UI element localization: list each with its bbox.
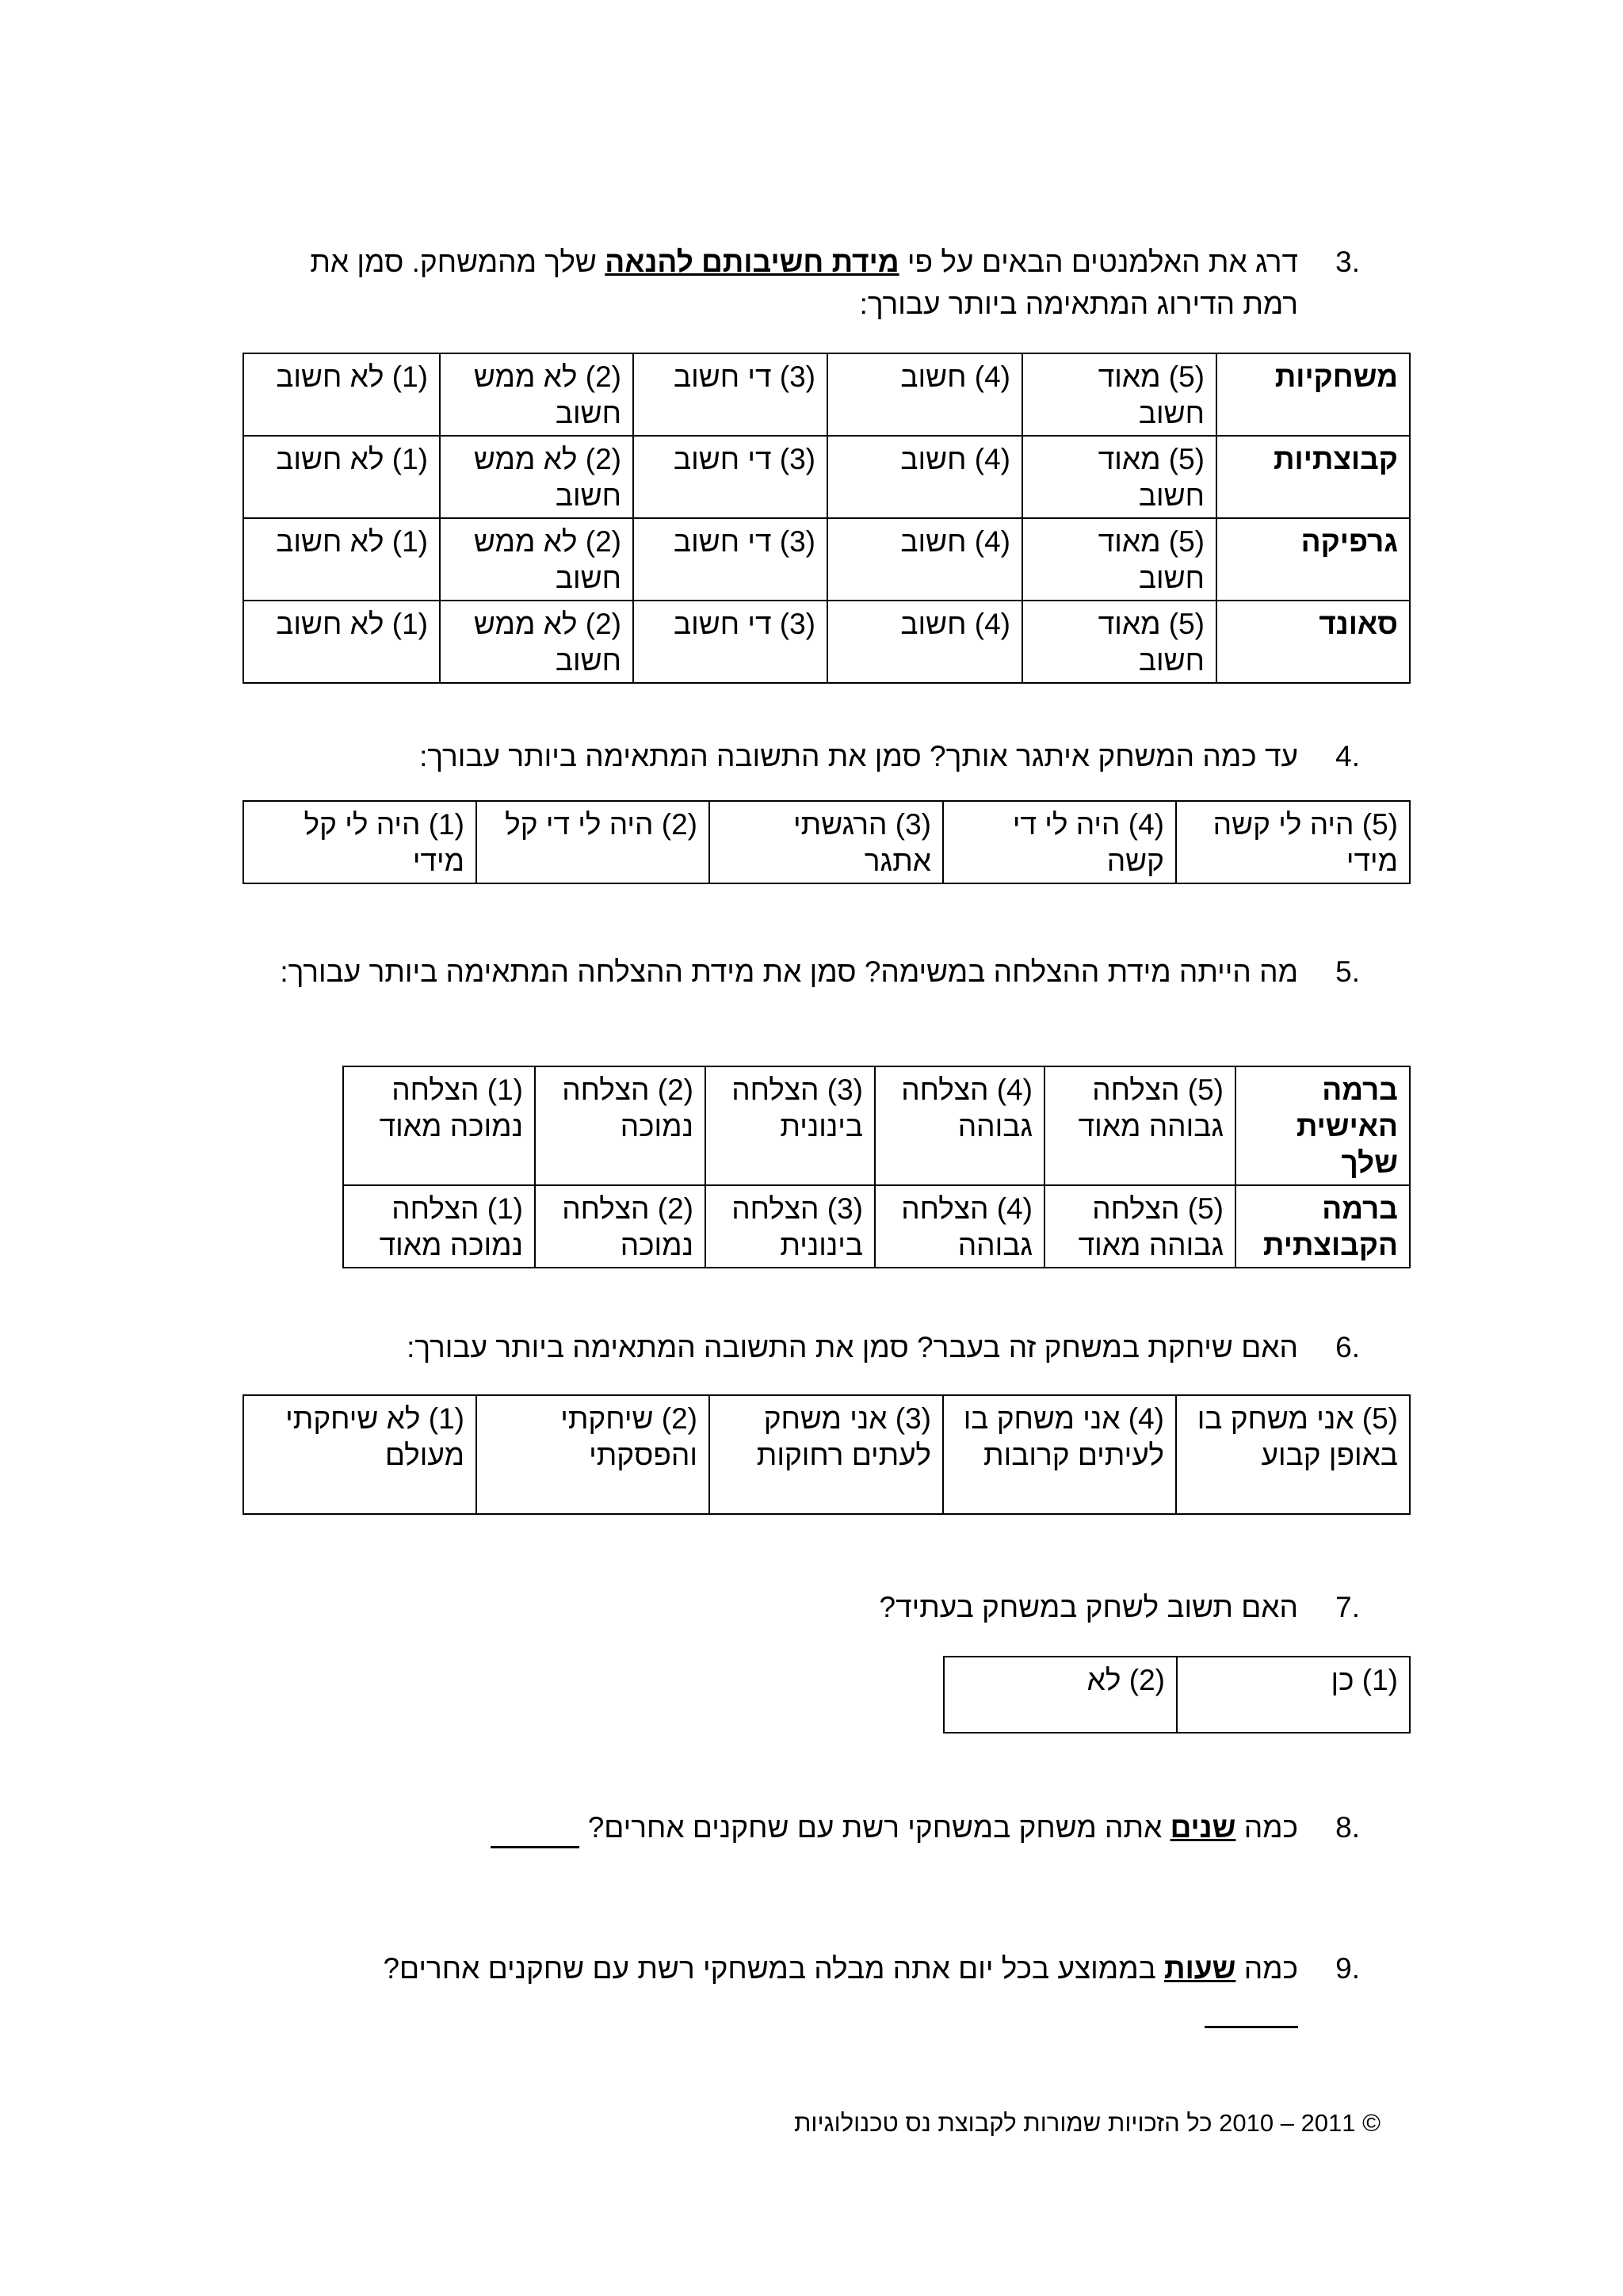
question-4 [252, 735, 1360, 777]
rating-option[interactable]: (1) הצלחה נמוכה מאוד [343, 1066, 535, 1185]
rating-option[interactable]: (3) הצלחה בינונית [705, 1185, 875, 1268]
table-row [343, 1185, 1410, 1268]
table-row [243, 1395, 1410, 1514]
rating-option[interactable]: (4) חשוב [827, 436, 1022, 518]
yes-option[interactable]: (1) כן [1177, 1657, 1410, 1733]
q4-challenge-table [242, 800, 1411, 884]
copyright-footer: © 2011 – 2010 כל הזכויות שמורות לקבוצת נס טכנולוגיות [794, 2109, 1381, 2137]
question-6-number: 6. [1335, 1331, 1360, 1363]
question-3-number: 3. [1335, 246, 1360, 278]
rating-option[interactable]: (2) לא ממש חשוב [440, 353, 633, 436]
question-3 [252, 241, 1360, 325]
table-row [243, 353, 1410, 436]
question-4-text: עד כמה המשחק איתגר אותך? סמן את התשובה המתאימה ביותר עבורך: [419, 740, 1298, 772]
rating-option[interactable]: (5) מאוד חשוב [1022, 353, 1216, 436]
rating-option[interactable]: (2) לא ממש חשוב [440, 518, 633, 601]
question-3-emphasis: מידת חשיבותם להנאה [605, 246, 899, 278]
rating-option[interactable]: (1) היה לי קל מידי [243, 801, 476, 883]
rating-option[interactable]: (1) לא שיחקתי מעולם [243, 1395, 476, 1514]
no-option[interactable]: (2) לא [944, 1657, 1177, 1733]
row-label: ברמה הקבוצתית [1235, 1185, 1410, 1268]
rating-option[interactable]: (5) מאוד חשוב [1022, 518, 1216, 601]
rating-option[interactable]: (2) הצלחה נמוכה [535, 1066, 705, 1185]
question-3-text [310, 246, 1298, 320]
question-5-text: מה הייתה מידת ההצלחה במשימה? סמן את מידת ההצלחה המתאימה ביותר עבורך: [280, 955, 1298, 988]
rating-option[interactable]: (4) היה לי די קשה [943, 801, 1176, 883]
question-9-text-after: בממוצע בכל יום אתה מבלה במשחקי רשת עם שחקנים אחרים? [383, 1952, 1165, 1985]
rating-option[interactable]: (2) לא ממש חשוב [440, 601, 633, 683]
question-9-emphasis: שעות [1164, 1952, 1236, 1985]
rating-option[interactable]: (2) שיחקתי והפסקתי [476, 1395, 709, 1514]
row-label: ברמה האישית שלך [1235, 1066, 1410, 1185]
rating-option[interactable]: (2) היה לי די קל [476, 801, 709, 883]
question-6 [252, 1326, 1360, 1368]
rating-option[interactable]: (4) הצלחה גבוהה [875, 1185, 1044, 1268]
rating-option[interactable]: (1) לא חשוב [243, 601, 440, 683]
question-8-text [491, 1811, 1298, 1844]
table-row [243, 518, 1410, 601]
q7-play-again-table [943, 1656, 1411, 1733]
rating-option[interactable]: (3) די חשוב [633, 353, 827, 436]
question-8-text-after: אתה משחק במשחקי רשת עם שחקנים אחרים? [587, 1811, 1170, 1844]
q3-rating-table [242, 353, 1411, 684]
rating-option[interactable]: (5) הצלחה גבוהה מאוד [1044, 1185, 1235, 1268]
question-9-text-before: כמה [1235, 1952, 1298, 1985]
rating-option[interactable]: (4) אני משחק בו לעיתים קרובות [943, 1395, 1176, 1514]
rating-option[interactable]: (1) הצלחה נמוכה מאוד [343, 1185, 535, 1268]
q6-played-before-table [242, 1394, 1411, 1515]
table-row [243, 801, 1410, 883]
question-6-text: האם שיחקת במשחק זה בעבר? סמן את התשובה המתאימה ביותר עבורך: [407, 1331, 1298, 1363]
answer-blank[interactable] [491, 1816, 579, 1848]
rating-option[interactable]: (2) לא ממש חשוב [440, 436, 633, 518]
question-9 [252, 1947, 1360, 1989]
rating-option[interactable]: (1) לא חשוב [243, 353, 440, 436]
table-row [944, 1657, 1410, 1733]
rating-option[interactable]: (5) מאוד חשוב [1022, 436, 1216, 518]
table-row [243, 436, 1410, 518]
table-row [243, 601, 1410, 683]
question-8 [252, 1806, 1360, 1848]
question-8-number: 8. [1335, 1811, 1360, 1844]
rating-option[interactable]: (3) הרגשתי אתגר [709, 801, 943, 883]
question-4-number: 4. [1335, 740, 1360, 772]
question-7-text: האם תשוב לשחק במשחק בעתיד? [879, 1591, 1298, 1623]
question-9-text [383, 1952, 1298, 1985]
question-5 [252, 951, 1360, 993]
row-label: משחקיות [1216, 353, 1410, 436]
rating-option[interactable]: (3) די חשוב [633, 436, 827, 518]
question-3-text-before: דרג את האלמנטים הבאים על פי [899, 246, 1298, 278]
rating-option[interactable]: (1) לא חשוב [243, 518, 440, 601]
rating-option[interactable]: (3) הצלחה בינונית [705, 1066, 875, 1185]
rating-option[interactable]: (3) אני משחק לעתים רחוקות [709, 1395, 943, 1514]
rating-option[interactable]: (5) מאוד חשוב [1022, 601, 1216, 683]
question-3-text-after: שלך מהמשחק. סמן את רמת הדירוג המתאימה ביותר עבורך: [310, 246, 1298, 320]
row-label: סאונד [1216, 601, 1410, 683]
question-7-number: 7. [1335, 1591, 1360, 1623]
rating-option[interactable]: (2) הצלחה נמוכה [535, 1185, 705, 1268]
rating-option[interactable]: (4) חשוב [827, 353, 1022, 436]
rating-option[interactable]: (4) חשוב [827, 601, 1022, 683]
rating-option[interactable]: (5) היה לי קשה מידי [1176, 801, 1410, 883]
rating-option[interactable]: (3) די חשוב [633, 518, 827, 601]
q5-success-table [342, 1066, 1411, 1268]
answer-blank[interactable] [1205, 1994, 1298, 2028]
question-8-text-before: כמה [1235, 1811, 1298, 1844]
question-5-number: 5. [1335, 955, 1360, 988]
question-9-number: 9. [1335, 1952, 1360, 1985]
rating-option[interactable]: (4) הצלחה גבוהה [875, 1066, 1044, 1185]
rating-option[interactable]: (4) חשוב [827, 518, 1022, 601]
rating-option[interactable]: (3) די חשוב [633, 601, 827, 683]
row-label: קבוצתיות [1216, 436, 1410, 518]
rating-option[interactable]: (5) אני משחק בו באופן קבוע [1176, 1395, 1410, 1514]
rating-option[interactable]: (1) לא חשוב [243, 436, 440, 518]
question-7 [252, 1586, 1360, 1628]
row-label: גרפיקה [1216, 518, 1410, 601]
rating-option[interactable]: (5) הצלחה גבוהה מאוד [1044, 1066, 1235, 1185]
table-row [343, 1066, 1410, 1185]
question-8-emphasis: שנים [1170, 1811, 1236, 1844]
